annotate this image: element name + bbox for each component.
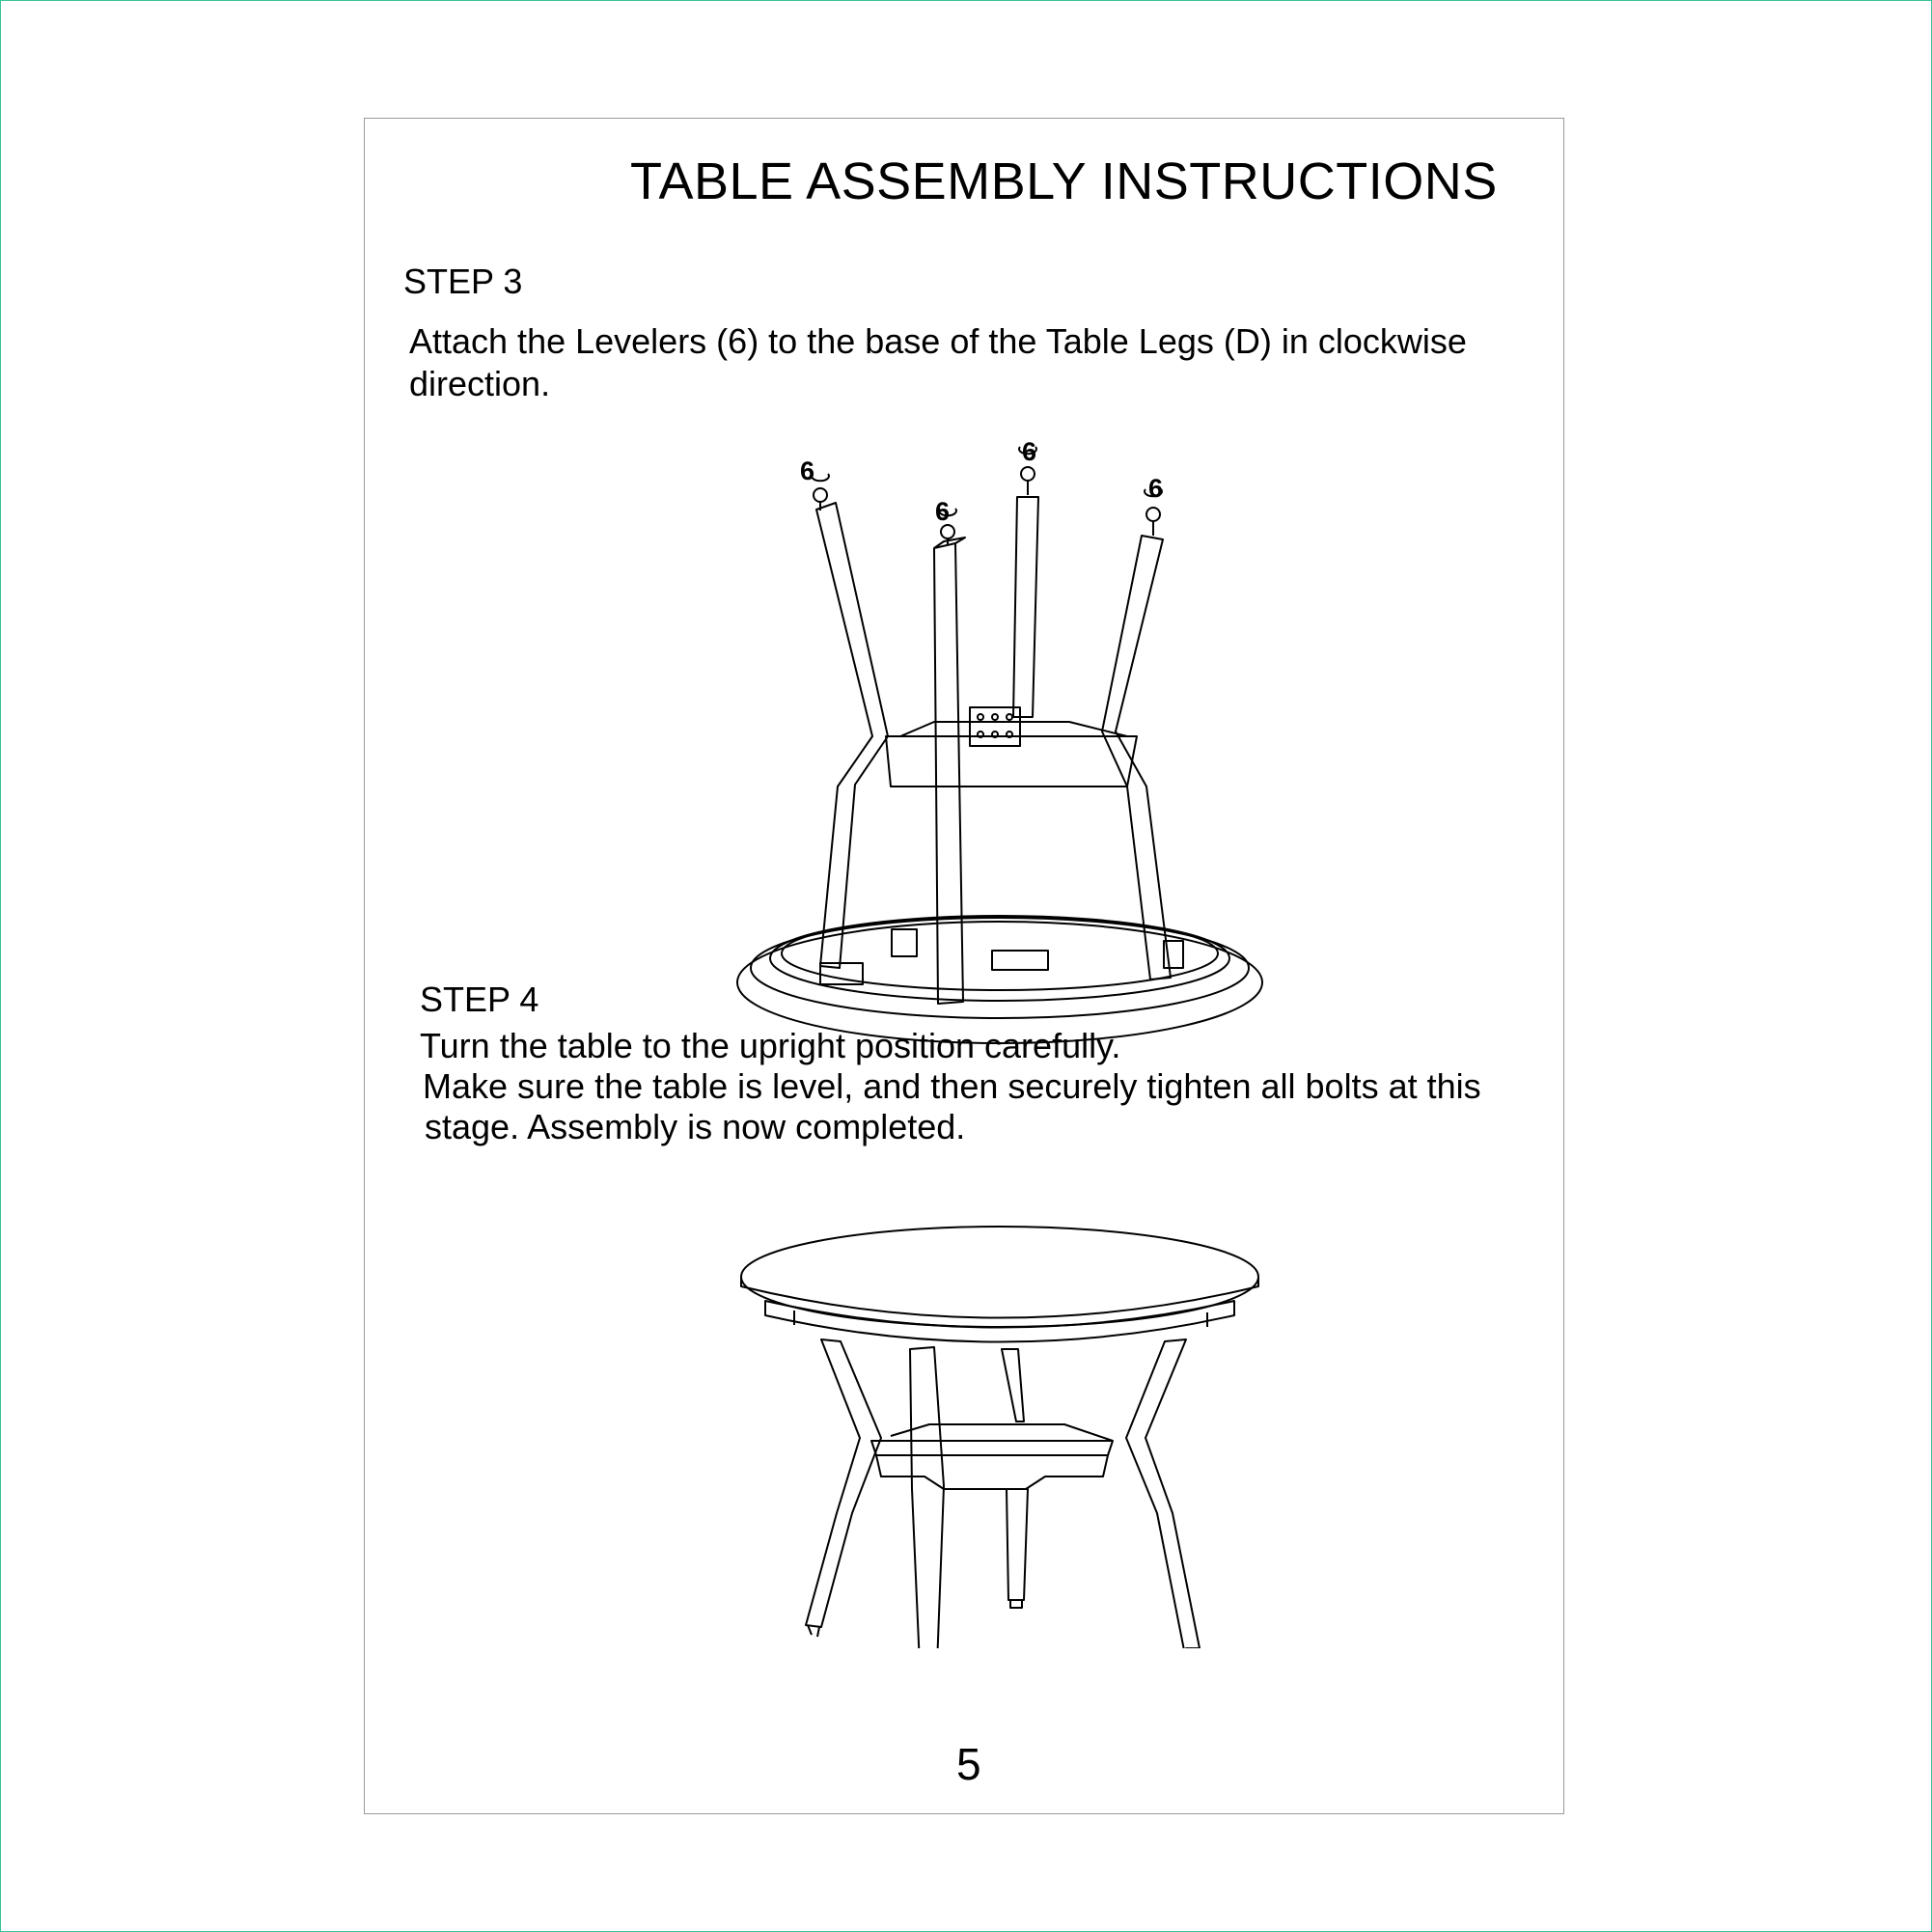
page-title: TABLE ASSEMBLY INSTRUCTIONS [630,152,1498,210]
page-number: 5 [956,1739,981,1789]
leveler-callout-1: 6 [800,456,815,485]
step3-heading: STEP 3 [403,262,523,301]
step4-instruction-line-1: Turn the table to the upright position carefully. [420,1026,1121,1065]
step4-illustration [736,1224,1277,1648]
step4-instruction-line-3: stage. Assembly is now completed. [425,1107,966,1146]
step3-instruction-line-1: Attach the Levelers (6) to the base of the Table Legs (D) in clockwise [409,321,1467,361]
step3-illustration [731,408,1272,1064]
leveler-callout-2: 6 [935,497,951,526]
step4-heading: STEP 4 [420,980,539,1019]
instruction-page [364,118,1564,1814]
step3-instruction-line-2: direction. [409,364,551,403]
leveler-callout-4: 6 [1148,474,1164,503]
leveler-callout-3: 6 [1022,437,1037,466]
step4-instruction-line-2: Make sure the table is level, and then securely tighten all bolts at this [423,1066,1481,1106]
